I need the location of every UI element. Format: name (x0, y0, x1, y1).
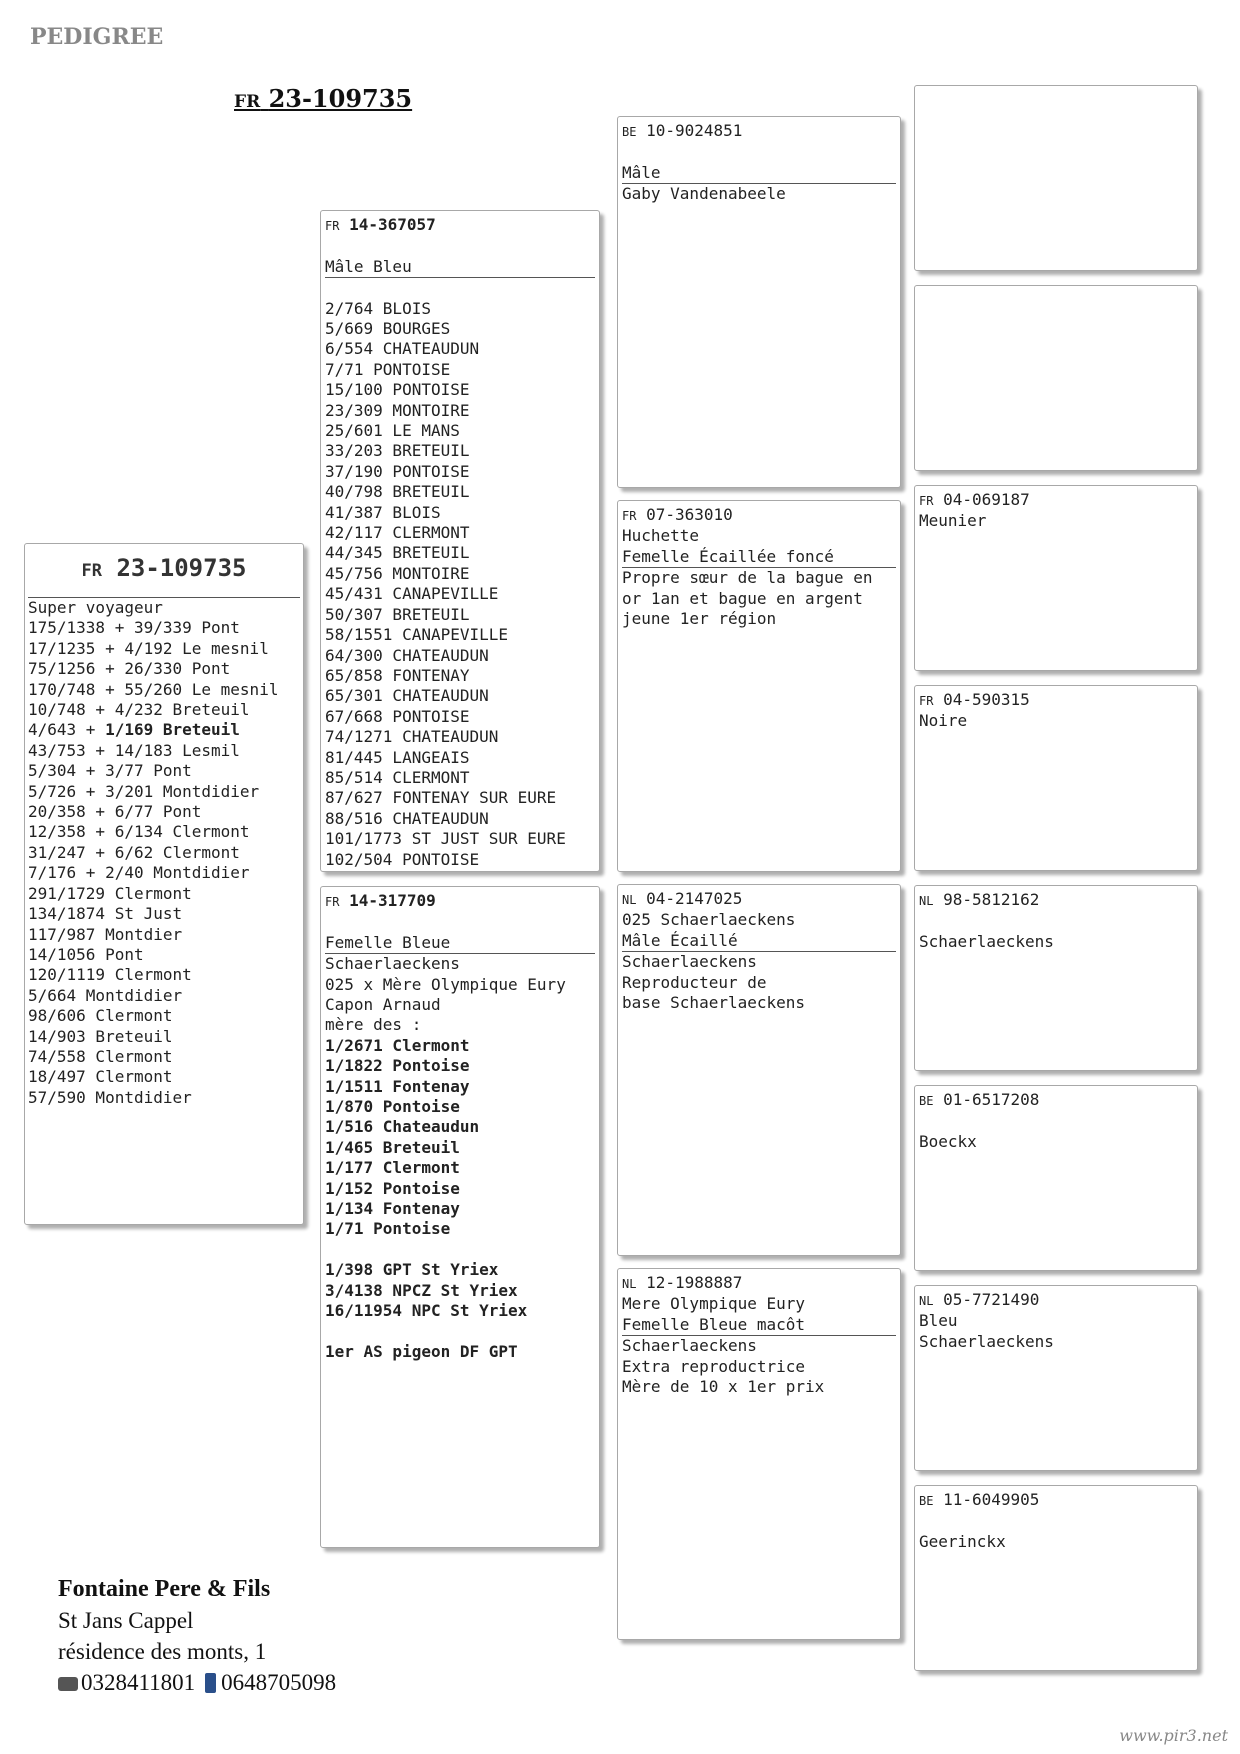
dam-sire-card (617, 884, 901, 1256)
mobile-phone-icon (205, 1673, 216, 1693)
ring-number (919, 690, 1193, 711)
pedigree-line (325, 503, 595, 523)
ring-value: 10-9024851 (646, 121, 743, 140)
line-text: 85/514 CLERMONT (325, 767, 470, 787)
line-text: 45/756 MONTOIRE (325, 563, 470, 583)
pedigree-line (325, 1179, 595, 1199)
pedigree-line (325, 1240, 595, 1260)
pedigree-line (28, 639, 300, 659)
pedigree-line (325, 748, 595, 768)
pedigree-line (28, 822, 300, 842)
ring-country: FR (919, 494, 934, 508)
pedigree-line (325, 829, 595, 849)
ring-value: 04-069187 (943, 490, 1030, 509)
pedigree-line (28, 843, 300, 863)
line-text: 50/307 BRETEUIL (325, 604, 470, 624)
line-text: 88/516 CHATEAUDUN (325, 808, 489, 828)
pedigree-line (325, 1301, 595, 1321)
line-text: Noire (919, 711, 968, 731)
pedigree-line (325, 1281, 595, 1301)
line-text: 17/1235 + 4/192 Le mesnil (28, 638, 269, 658)
pedigree-line (325, 584, 595, 604)
pedigree-line (622, 184, 896, 204)
line-text: 025 Schaerlaeckens (622, 910, 796, 930)
ring-value: 14-367057 (349, 215, 436, 234)
pedigree-line (622, 163, 896, 184)
pedigree-line (919, 1332, 1193, 1352)
pedigree-line (919, 911, 1193, 931)
ring-number (325, 891, 595, 912)
telephone-icon (58, 1677, 78, 1691)
line-text: base Schaerlaeckens (622, 993, 806, 1013)
line-text: 12/358 + 6/134 Clermont (28, 822, 250, 842)
top-ring-country: FR (234, 92, 261, 112)
pedigree-line (28, 925, 300, 945)
line-text: Bleu (919, 1311, 958, 1331)
page-title: PEDIGREE (30, 24, 164, 50)
line-text: Schaerlaeckens (622, 1336, 757, 1356)
line-text: 117/987 Montdier (28, 924, 183, 944)
line-text: 18/497 Clermont (28, 1067, 173, 1087)
line-text: 75/1256 + 26/330 Pont (28, 659, 231, 679)
pedigree-line (325, 299, 595, 319)
pedigree-line (622, 1377, 896, 1397)
pedigree-line (919, 1132, 1193, 1152)
pedigree-line (325, 1036, 595, 1056)
pedigree-line (622, 589, 896, 609)
pedigree-line (325, 1260, 595, 1280)
ring-country: BE (622, 125, 637, 139)
ring-number (622, 505, 896, 526)
line-text: 4/643 + (28, 720, 106, 740)
pedigree-line (325, 543, 595, 563)
line-bold-text: 1/152 Pontoise (325, 1178, 460, 1198)
pedigree-line (622, 952, 896, 972)
pedigree-line (28, 700, 300, 720)
pedigree-line (919, 511, 1193, 531)
dam-dam-card (617, 1268, 901, 1640)
owner-block (58, 1574, 336, 1698)
pedigree-line (622, 973, 896, 993)
pedigree-line (622, 993, 896, 1013)
line-text: 134/1874 St Just (28, 904, 183, 924)
pedigree-line (325, 1158, 595, 1178)
line-text: 101/1773 ST JUST SUR EURE (325, 829, 566, 849)
owner-phones (58, 1667, 336, 1698)
line-text: 5/304 + 3/77 Pont (28, 761, 192, 781)
line-bold-text: 1/465 Breteuil (325, 1137, 460, 1157)
pedigree-line (622, 526, 896, 546)
line-text: 44/345 BRETEUIL (325, 543, 470, 563)
pedigree-line (325, 1015, 595, 1035)
subject-country: FR (81, 561, 102, 581)
pedigree-line (325, 482, 595, 502)
line-text: Schaerlaeckens (919, 931, 1054, 951)
ring-country: BE (919, 1494, 934, 1508)
great-grandparent-card-4 (914, 685, 1198, 871)
line-text: Reproducteur de (622, 972, 767, 992)
pedigree-line (919, 711, 1193, 731)
ring-number (622, 1273, 896, 1294)
line-text: Mere Olympique Eury (622, 1294, 806, 1314)
subject-lines (28, 598, 300, 1108)
pedigree-line (325, 1077, 595, 1097)
line-text: 81/445 LANGEAIS (325, 747, 470, 767)
pedigree-line (28, 720, 300, 740)
pedigree-line (28, 802, 300, 822)
great-grandparent-card-3 (914, 485, 1198, 671)
ring-value: 98-5812162 (943, 890, 1040, 909)
pedigree-line (325, 912, 595, 932)
line-text: 170/748 + 55/260 Le mesnil (28, 679, 279, 699)
subject-pigeon-card (24, 543, 304, 1225)
pedigree-line (325, 646, 595, 666)
line-text: 40/798 BRETEUIL (325, 482, 470, 502)
line-text: 291/1729 Clermont (28, 883, 192, 903)
line-text: 5/669 BOURGES (325, 319, 451, 338)
ring-country: FR (622, 509, 637, 523)
ring-country: NL (919, 1294, 934, 1308)
line-bold-text: 1/2671 Clermont (325, 1035, 470, 1055)
pedigree-line (325, 421, 595, 441)
pedigree-line (28, 618, 300, 638)
line-text: 2/764 BLOIS (325, 298, 431, 318)
line-bold-text: 16/11954 NPC St Yriex (325, 1301, 528, 1321)
line-text: 5/664 Montdidier (28, 985, 183, 1005)
pedigree-line (28, 965, 300, 985)
pedigree-line (325, 954, 595, 974)
pedigree-line (325, 257, 595, 278)
line-text: 14/903 Breteuil (28, 1026, 173, 1046)
line-bold-text: 1/870 Pontoise (325, 1097, 460, 1117)
pedigree-line (919, 1532, 1193, 1552)
great-grandparent-card-7 (914, 1285, 1198, 1471)
line-text: 10/748 + 4/232 Breteuil (28, 700, 250, 720)
sire-card (320, 210, 600, 872)
line-text: 43/753 + 14/183 Lesmil (28, 740, 240, 760)
line-bold-text: 1/71 Pontoise (325, 1219, 451, 1239)
line-text: 31/247 + 6/62 Clermont (28, 842, 240, 862)
line-text: 6/554 CHATEAUDUN (325, 339, 480, 359)
line-text: 65/858 FONTENAY (325, 665, 470, 685)
pedigree-line (325, 975, 595, 995)
top-ring-number (234, 84, 412, 113)
line-text: 74/1271 CHATEAUDUN (325, 727, 499, 747)
line-text: 58/1551 CANAPEVILLE (325, 625, 509, 645)
ring-value: 07-363010 (646, 505, 733, 524)
line-text: Mère de 10 x 1er prix (622, 1377, 825, 1397)
line-text: jeune 1er région (622, 609, 777, 629)
ring-number (622, 889, 896, 910)
pedigree-line (622, 609, 896, 629)
sire-dam-card (617, 500, 901, 872)
pedigree-line (325, 605, 595, 625)
ring-number (919, 1290, 1193, 1311)
line-text: Schaerlaeckens (325, 954, 460, 974)
ring-number (919, 1090, 1193, 1111)
pedigree-line (325, 380, 595, 400)
ring-number (325, 215, 595, 236)
pedigree-line (28, 1047, 300, 1067)
line-text: Super voyageur (28, 598, 163, 617)
pedigree-line (28, 680, 300, 700)
ring-value: 04-2147025 (646, 889, 743, 908)
dam-card (320, 886, 600, 1548)
line-text: Femelle Écaillée foncé (622, 546, 834, 566)
pedigree-line (325, 727, 595, 747)
line-text: Extra reproductrice (622, 1356, 806, 1376)
pedigree-line (325, 1138, 595, 1158)
line-text: 25/601 LE MANS (325, 421, 460, 441)
pedigree-line (325, 625, 595, 645)
line-text: 5/726 + 3/201 Montdidier (28, 781, 260, 801)
pedigree-line (622, 1336, 896, 1356)
line-text: 23/309 MONTOIRE (325, 400, 470, 420)
pedigree-line (325, 1056, 595, 1076)
line-text: 7/71 PONTOISE (325, 359, 451, 379)
line-text: 102/504 PONTOISE (325, 849, 480, 869)
line-text: Schaerlaeckens (622, 952, 757, 972)
sire-sire-card (617, 116, 901, 488)
pedigree-line (325, 401, 595, 421)
ring-country: FR (325, 219, 340, 233)
great-grandparent-card-5 (914, 885, 1198, 1071)
pedigree-line (325, 1342, 595, 1362)
pedigree-line (325, 666, 595, 686)
pedigree-line (325, 1322, 595, 1342)
ring-number (919, 490, 1193, 511)
pedigree-line (325, 995, 595, 1015)
pedigree-line (325, 788, 595, 808)
line-text: Boeckx (919, 1131, 977, 1151)
pedigree-line (325, 707, 595, 727)
line-text: 025 x Mère Olympique Eury (325, 974, 566, 994)
line-text: Huchette (622, 526, 700, 546)
line-text: Femelle Bleue (325, 932, 451, 952)
pedigree-line (919, 1511, 1193, 1531)
pedigree-line (622, 568, 896, 588)
ring-value: 05-7721490 (943, 1290, 1040, 1309)
pedigree-line (622, 1315, 896, 1336)
ring-number (919, 290, 1193, 310)
pedigree-line (919, 1111, 1193, 1131)
pedigree-line (325, 933, 595, 954)
line-text: 98/606 Clermont (28, 1006, 173, 1026)
pedigree-line (28, 884, 300, 904)
line-text: 14/1056 Pont (28, 944, 144, 964)
line-text: Mâle Écaillé (622, 930, 738, 950)
line-text: 20/358 + 6/77 Pont (28, 802, 202, 822)
pedigree-line (325, 1199, 595, 1219)
line-text: Propre sœur de la bague en (622, 568, 873, 588)
line-text: 15/100 PONTOISE (325, 380, 470, 400)
pedigree-line (325, 523, 595, 543)
ring-country: NL (622, 1277, 637, 1291)
line-text: 120/1119 Clermont (28, 965, 192, 985)
pedigree-line (325, 441, 595, 461)
pedigree-line (325, 809, 595, 829)
line-text: 37/190 PONTOISE (325, 461, 470, 481)
ring-value: 11-6049905 (943, 1490, 1040, 1509)
ring-value: 14-317709 (349, 891, 436, 910)
line-text: or 1an et bague en argent (622, 588, 863, 608)
line-text: Meunier (919, 511, 987, 531)
pedigree-line (28, 1027, 300, 1047)
top-ring-value: 23-109735 (268, 84, 413, 113)
line-text: 87/627 FONTENAY SUR EURE (325, 788, 557, 808)
line-text: 64/300 CHATEAUDUN (325, 645, 489, 665)
pedigree-line (919, 932, 1193, 952)
ring-country: FR (325, 895, 340, 909)
ring-value: 12-1988887 (646, 1273, 743, 1292)
ring-country: BE (919, 1094, 934, 1108)
line-text: Mâle Bleu (325, 256, 412, 276)
pedigree-line (28, 761, 300, 781)
mobile-number[interactable]: 0648705098 (221, 1670, 337, 1695)
pedigree-line (325, 768, 595, 788)
line-bold-text: 1/1511 Fontenay (325, 1076, 470, 1096)
line-text: Gaby Vandenabeele (622, 184, 786, 204)
pedigree-line (28, 659, 300, 679)
pedigree-line (28, 1067, 300, 1087)
owner-city: St Jans Cappel (58, 1608, 194, 1633)
pedigree-line (325, 564, 595, 584)
line-text: 67/668 PONTOISE (325, 706, 470, 726)
line-text: Mâle (622, 162, 661, 182)
line-text: Femelle Bleue macôt (622, 1314, 806, 1334)
ring-number (919, 1490, 1193, 1511)
pedigree-line (28, 782, 300, 802)
pedigree-line (325, 278, 595, 298)
line-bold-text: 3/4138 NPCZ St Yriex (325, 1280, 518, 1300)
pedigree-line (622, 931, 896, 952)
ring-country: FR (919, 694, 934, 708)
pedigree-line (325, 1117, 595, 1137)
pedigree-line (28, 1088, 300, 1108)
line-text: 65/301 CHATEAUDUN (325, 686, 489, 706)
pedigree-line (28, 741, 300, 761)
watermark: www.pir3.net (1119, 1726, 1228, 1745)
ring-value: 01-6517208 (943, 1090, 1040, 1109)
line-text: mère des : (325, 1015, 422, 1035)
line-text: 33/203 BRETEUIL (325, 441, 470, 461)
line-bold-text: 1er AS pigeon DF GPT (325, 1341, 518, 1361)
ring-number (919, 90, 1193, 110)
line-text: 42/117 CLERMONT (325, 523, 470, 543)
line-text: Schaerlaeckens (919, 1331, 1054, 1351)
great-grandparent-card-8 (914, 1485, 1198, 1671)
pedigree-line (325, 319, 595, 339)
pedigree-line (622, 910, 896, 930)
ring-number (622, 121, 896, 142)
pedigree-line (325, 360, 595, 380)
line-text: 7/176 + 2/40 Montdidier (28, 863, 250, 883)
line-text: 41/387 BLOIS (325, 502, 441, 522)
pedigree-line (325, 1219, 595, 1239)
line-bold-text: 1/1822 Pontoise (325, 1056, 470, 1076)
phone-number[interactable]: 0328411801 (81, 1670, 196, 1695)
line-text: 57/590 Montdidier (28, 1087, 192, 1107)
subject-ring (28, 548, 300, 597)
line-text: 74/558 Clermont (28, 1046, 173, 1066)
line-text: Capon Arnaud (325, 995, 441, 1015)
line-bold-text: 1/398 GPT St Yriex (325, 1260, 499, 1280)
great-grandparent-card-2 (914, 285, 1198, 471)
subject-number: 23-109735 (116, 554, 247, 582)
owner-name: Fontaine Pere & Fils (58, 1576, 271, 1602)
pedigree-line (325, 236, 595, 256)
ring-country: NL (622, 893, 637, 907)
pedigree-line (919, 1311, 1193, 1331)
pedigree-line (325, 1097, 595, 1117)
pedigree-line (325, 686, 595, 706)
pedigree-line (622, 1294, 896, 1314)
pedigree-line (622, 547, 896, 568)
pedigree-line (325, 462, 595, 482)
pedigree-line (28, 904, 300, 924)
line-bold-text: 1/177 Clermont (325, 1158, 460, 1178)
ring-value: 04-590315 (943, 690, 1030, 709)
pedigree-line (622, 142, 896, 162)
line-bold-text: 1/134 Fontenay (325, 1199, 460, 1219)
pedigree-line (28, 863, 300, 883)
owner-address: résidence des monts, 1 (58, 1639, 267, 1664)
great-grandparent-card-1 (914, 85, 1198, 271)
pedigree-line (325, 339, 595, 359)
pedigree-line (622, 1357, 896, 1377)
line-text: Geerinckx (919, 1531, 1006, 1551)
great-grandparent-card-6 (914, 1085, 1198, 1271)
pedigree-line (28, 1006, 300, 1026)
pedigree-line (28, 598, 300, 618)
line-text: 175/1338 + 39/339 Pont (28, 618, 240, 638)
pedigree-line (28, 945, 300, 965)
line-bold-text: 1/516 Chateaudun (325, 1117, 480, 1137)
ring-country: NL (919, 894, 934, 908)
pedigree-line (28, 986, 300, 1006)
ring-number (919, 890, 1193, 911)
line-bold-text: 1/169 Breteuil (105, 720, 240, 740)
line-text: 45/431 CANAPEVILLE (325, 584, 499, 604)
pedigree-line (325, 850, 595, 870)
